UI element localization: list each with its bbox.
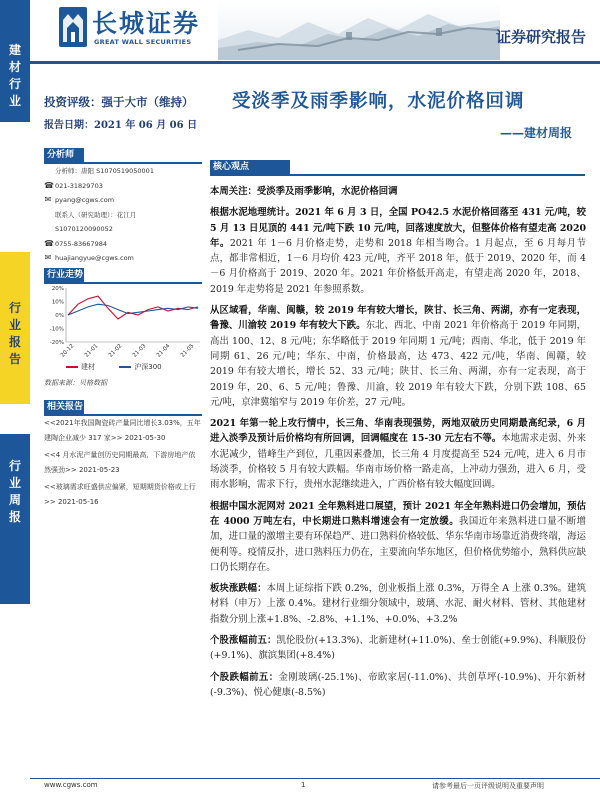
analyst-row — [44, 222, 202, 237]
region-text: 东北、西北、中南 2021 年价格高于 2019 年同期，高出 100、12、8 元/吨；东华略低于 2019 年同期 1 元/吨；西南、华北，低于 2019 年同期 61、26 元/吨；华东、中南，价格最高，达 473、422 元/吨，华南、闽赣，较 2019 年有较大增长，增长 52、33 元/吨；陕甘、长三角、两湖，亦有一定表现，高于 2019 年，20、6、5 元/吨；鲁豫、川渝，较 2019 年有较大下跌，分别下跌 108、65 元/吨，京津冀缩窄与 2019 年价差，27 元/吨。 — [210, 320, 586, 408]
price-text: 2021 年 1－6 月价格走势，走势和 2018 年相当吻合。1 月起点，至 6 月每月节点，都非常相近，1－6 月均价 423 元/吨，齐平 2018 年，低于 2019、2020 年，而 4－6 月价格高于 2019、2020 年。2021 年价格低开高走，有望走高 2020 年，2018、2019 年走势将是 2021 年参照系数。 — [210, 237, 586, 295]
clinker-text: 我国近年来熟料进口量不断增加，进口量的激增主要有环保趋严、进口熟料价格较低、华东华南市场靠近消费终端，海运便利等。疫情反扑，进口熟料压力仍在，主要流向华东地区，但价格优势缩小，熟料供应缺口仍长期存在。 — [210, 515, 586, 573]
focus-heading: 本周关注：受淡季及雨季影响，水泥价格回调 — [210, 186, 398, 197]
analyst-row-text: 021-31829703 — [55, 181, 103, 190]
analyst-row-text: 0755-83667984 — [55, 239, 107, 248]
y-tick-label: 10% — [51, 299, 64, 306]
trend-section-tab: 行业走势 — [44, 268, 84, 282]
x-tick-label: 21-04 — [155, 343, 172, 359]
clinker-lead: 根据中国水泥网对 2021 全年熟料进口展望，预计 2021 年全年熟料进口仍会增加，预估在 4000 万吨左右，中长期进口熟料增速会有一定放缓。 — [210, 500, 586, 527]
band-label-weekly: 行 业 周 报 — [8, 459, 21, 524]
footer-divider — [30, 778, 600, 779]
top-losers-text: 金刚玻璃(-25.1%)、帝欧家居(-11.0%)、共创草坪(-10.9%)、开尔新材(-9.3%)、悦心健康(-8.5%) — [210, 671, 586, 698]
rally-lead: 2021 年第一轮上攻行情中，长三角、华南表现强势，两地双破历史同期最高纪录，6 月进入淡季及预计后价格均有所回调，回调幅度在 15-30 元左右不等。 — [210, 418, 586, 445]
legend-swatch-csi300 — [119, 366, 131, 368]
y-tick-label: -10% — [49, 326, 64, 333]
band-label-report: 行 业 报 告 — [8, 301, 21, 366]
series-line-csi300 — [68, 304, 198, 315]
analyst-row-text: pyang@cgws.com — [55, 196, 115, 204]
core-view-tab: 核心观点 — [210, 160, 290, 174]
y-tick-label: 20% — [51, 286, 64, 292]
x-tick-label: 21-01 — [83, 343, 100, 359]
phone-icon: ☎ — [44, 238, 54, 248]
brand-name-cn: 长城证券 — [92, 9, 201, 38]
related-report-link[interactable]: <<4 月水泥产量创历史同期最高，下游房地产依然强劲>> 2021-05-23 — [44, 451, 196, 474]
price-paragraph — [210, 205, 586, 297]
legend-swatch-building-materials — [66, 366, 78, 368]
analyst-row[interactable] — [44, 193, 202, 208]
related-reports-list — [44, 416, 202, 512]
report-type-label: 证券研究报告 — [495, 28, 586, 46]
y-tick-label: -20% — [49, 340, 64, 346]
related-report-link[interactable]: <<2021年我国陶瓷砖产量同比增长3.03%，五年建陶企业减少 317 家>> 2021-05-30 — [44, 419, 201, 442]
page-subtitle: ——建材周报 — [500, 126, 573, 140]
band-gap-1 — [0, 122, 30, 252]
region-lead: 从区域看，华南、闽赣，较 2019 年有较大增长，陕甘、长三角、两湖，亦有一定表现，鲁豫、川渝较 2019 年有较大下跌。 — [210, 305, 586, 332]
chart-source: 数据来源：贝格数据 — [44, 379, 107, 387]
focus-paragraph — [210, 184, 586, 199]
investment-rating: 投资评级：强于大市（维持） — [44, 95, 194, 109]
related-section-tab: 相关报告 — [44, 400, 84, 414]
analyst-row — [44, 237, 202, 252]
top-losers-lead: 个股跌幅前五： — [210, 671, 279, 683]
phone-icon: ☎ — [44, 180, 54, 190]
analyst-row-text: 联系人（研究助理）：花江月 — [55, 210, 137, 219]
sector-lead: 板块涨跌幅： — [210, 583, 267, 595]
band-gap-2 — [0, 404, 30, 434]
main-body — [210, 178, 586, 706]
page-number: 1 — [301, 781, 306, 789]
top-losers-paragraph — [210, 670, 586, 701]
analyst-section-tab: 分析师 — [44, 148, 84, 162]
legend-label-building-materials: 建材 — [81, 363, 95, 371]
band-label-industry: 建 材 行 业 — [8, 43, 21, 108]
price-lead: 根据水泥地理统计。2021 年 6 月 3 日，全国 PO42.5 水泥价格回落至 431 元/吨，较 5 月 13 日见顶的 441 元/吨下跌 10 元/吨，回落速度放大，但整体价格有望走高 2020 年。 — [210, 207, 586, 249]
sector-paragraph — [210, 581, 586, 627]
rally-text: 本地需求走弱、外来水泥减少，错峰生产到位，几重因素叠加，长三角 4 月度提高至 524 元/吨，进入 6 月市场淡季，价格较 5 月有较大跌幅。华南市场价格一路走高，上冲动力强劲，进入 6 月，受雨水影响，需求下行，贵州水泥继续进入，广西价格有较大幅度回调。 — [210, 433, 586, 491]
email-icon: ✉ — [44, 195, 52, 204]
region-paragraph — [210, 303, 586, 410]
left-category-band — [0, 0, 30, 800]
analyst-info — [44, 164, 202, 266]
x-tick-label: 21-03 — [131, 343, 148, 359]
core-view-rule — [210, 174, 585, 176]
header-divider — [30, 61, 600, 64]
report-date: 报告日期：2021 年 06 月 06 日 — [44, 120, 198, 131]
chart-legend — [66, 362, 162, 372]
legend-label-csi300: 沪深300 — [134, 363, 162, 371]
analyst-row-text: S1070120090052 — [55, 225, 113, 233]
x-tick-label: 21-02 — [107, 343, 124, 359]
page-header — [30, 0, 600, 62]
top-gainers-paragraph — [210, 633, 586, 664]
page-title: 受淡季及雨季影响，水泥价格回调 — [232, 91, 525, 112]
x-tick-label: 20-12 — [59, 343, 76, 359]
top-gainers-lead: 个股涨幅前五： — [210, 635, 277, 647]
brand-name-en: GREAT WALL SECURITIES — [94, 38, 192, 46]
rally-paragraph — [210, 416, 586, 492]
sector-text: 本周上证综指下跌 0.2%，创业板指上涨 0.3%，万得全 A 上涨 0.3%。建筑材料（申万）上涨 0.4%。建材行业细分领域中，玻璃、水泥、耐火材料、管材、其他建材指数分别上涨+1.8%、-2.8%、+1.1%、+0.0%、+3.2% — [210, 583, 586, 625]
analyst-row-text: huajiangyue@cgws.com — [55, 254, 134, 262]
footer-website-link[interactable]: www.cgws.com — [44, 781, 98, 789]
analyst-row — [44, 179, 202, 194]
y-tick-label: 0% — [55, 313, 64, 319]
industry-trend-chart — [44, 282, 204, 372]
analyst-row — [44, 164, 202, 179]
top-gainers-text: 凯伦股份(+13.3%)、北新建材(+11.0%)、垒士创能(+9.9%)、科顺股份(+9.1%)、旗滨集团(+8.4%) — [210, 635, 586, 662]
analyst-row-text: 分析师：唐阳 S1070519050001 — [55, 167, 154, 175]
email-icon: ✉ — [44, 253, 52, 262]
x-tick-label: 21-05 — [179, 343, 196, 359]
clinker-paragraph — [210, 499, 586, 575]
related-report-link[interactable]: <<玻璃需求旺盛供应偏紧，短期期货价格或上行>> 2021-05-16 — [44, 483, 196, 506]
footer-disclaimer: 请参考最后一页评级说明及重要声明 — [432, 782, 544, 790]
analyst-row — [44, 208, 202, 223]
great-wall-banner-image — [218, 0, 500, 60]
great-wall-logo-icon — [58, 6, 88, 50]
analyst-row[interactable] — [44, 251, 202, 266]
